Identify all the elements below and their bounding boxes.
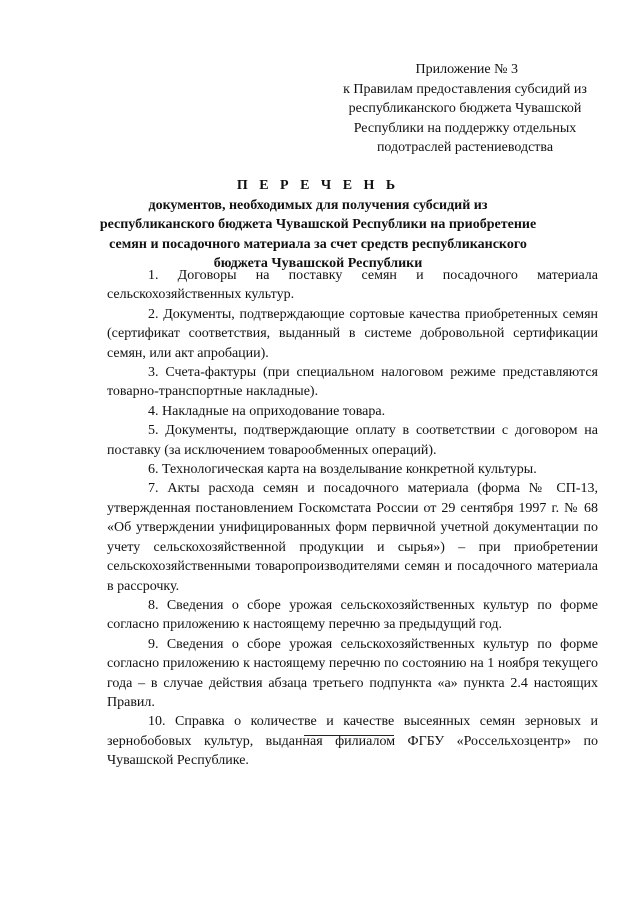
list-item-1: 1. Договоры на поставку семян и посадочного материала сельскохозяйственных культур. xyxy=(107,268,598,303)
appendix-block xyxy=(330,60,600,158)
appendix-text: к Правилам предоставления субсидий из республиканского бюджета Чувашской Республики на поддержку отдельных подотраслей растениеводства xyxy=(343,81,587,155)
list-item-9: 9. Сведения о сборе урожая сельскохозяйственных культур по форме согласно приложению к настоящему перечню по состоянию на 1 ноября текущего года – в случае действия абзаца третьего подпункта «а» пункта 2.4 настоящих Правил. xyxy=(107,636,598,710)
document-title: П Е Р Е Ч Е Н Ь xyxy=(236,178,400,193)
list-item-10: 10. Справка о количестве и качестве высеянных семян зерновых и зернобобовых культур, выданная филиалом ФГБУ «Россельхозцентр» по Чувашской Республике. xyxy=(107,714,598,769)
document-list xyxy=(107,266,598,771)
list-item-8: 8. Сведения о сборе урожая сельскохозяйственных культур по форме согласно приложению к настоящему перечню за предыдущий год. xyxy=(107,597,598,633)
appendix-number: Приложение № 3 xyxy=(415,62,518,77)
list-item-7: 7. Акты расхода семян и посадочного материала (форма № СП-13, утвержденная постановлением Госкомстата России от 29 сентября 1997 г. № 68 «Об утверждении унифицированных форм первичной учетной документации по учету сельскохозяйственной продукции и сырья») – при приобретении сельскохозяйственными товаропроизводителями семян и посадочного материала в рассрочку. xyxy=(107,481,598,594)
document-subtitle: документов, необходимых для получения субсидий из республиканского бюджета Чувашской Республики на приобретение семян и посадочного материала за счет средств республиканского бюджета Чувашской Республики xyxy=(99,197,537,271)
list-item-3: 3. Счета-фактуры (при специальном налоговом режиме представляются товарно-транспортные накладные). xyxy=(107,365,598,400)
list-item-6: 6. Технологическая карта на возделывание конкретной культуры. xyxy=(148,462,537,478)
list-item-2: 2. Документы, подтверждающие сортовые качества приобретенных семян (сертификат соответствия, выданный в системе добровольной сертификации семян, или акт апробации). xyxy=(107,306,598,361)
list-item-5: 5. Документы, подтверждающие оплату в соответствии с договором на поставку (за исключением товарообменных операций). xyxy=(107,423,598,458)
end-divider xyxy=(304,735,394,736)
list-item-4: 4. Накладные на оприходование товара. xyxy=(148,403,386,419)
document-heading xyxy=(96,176,540,274)
